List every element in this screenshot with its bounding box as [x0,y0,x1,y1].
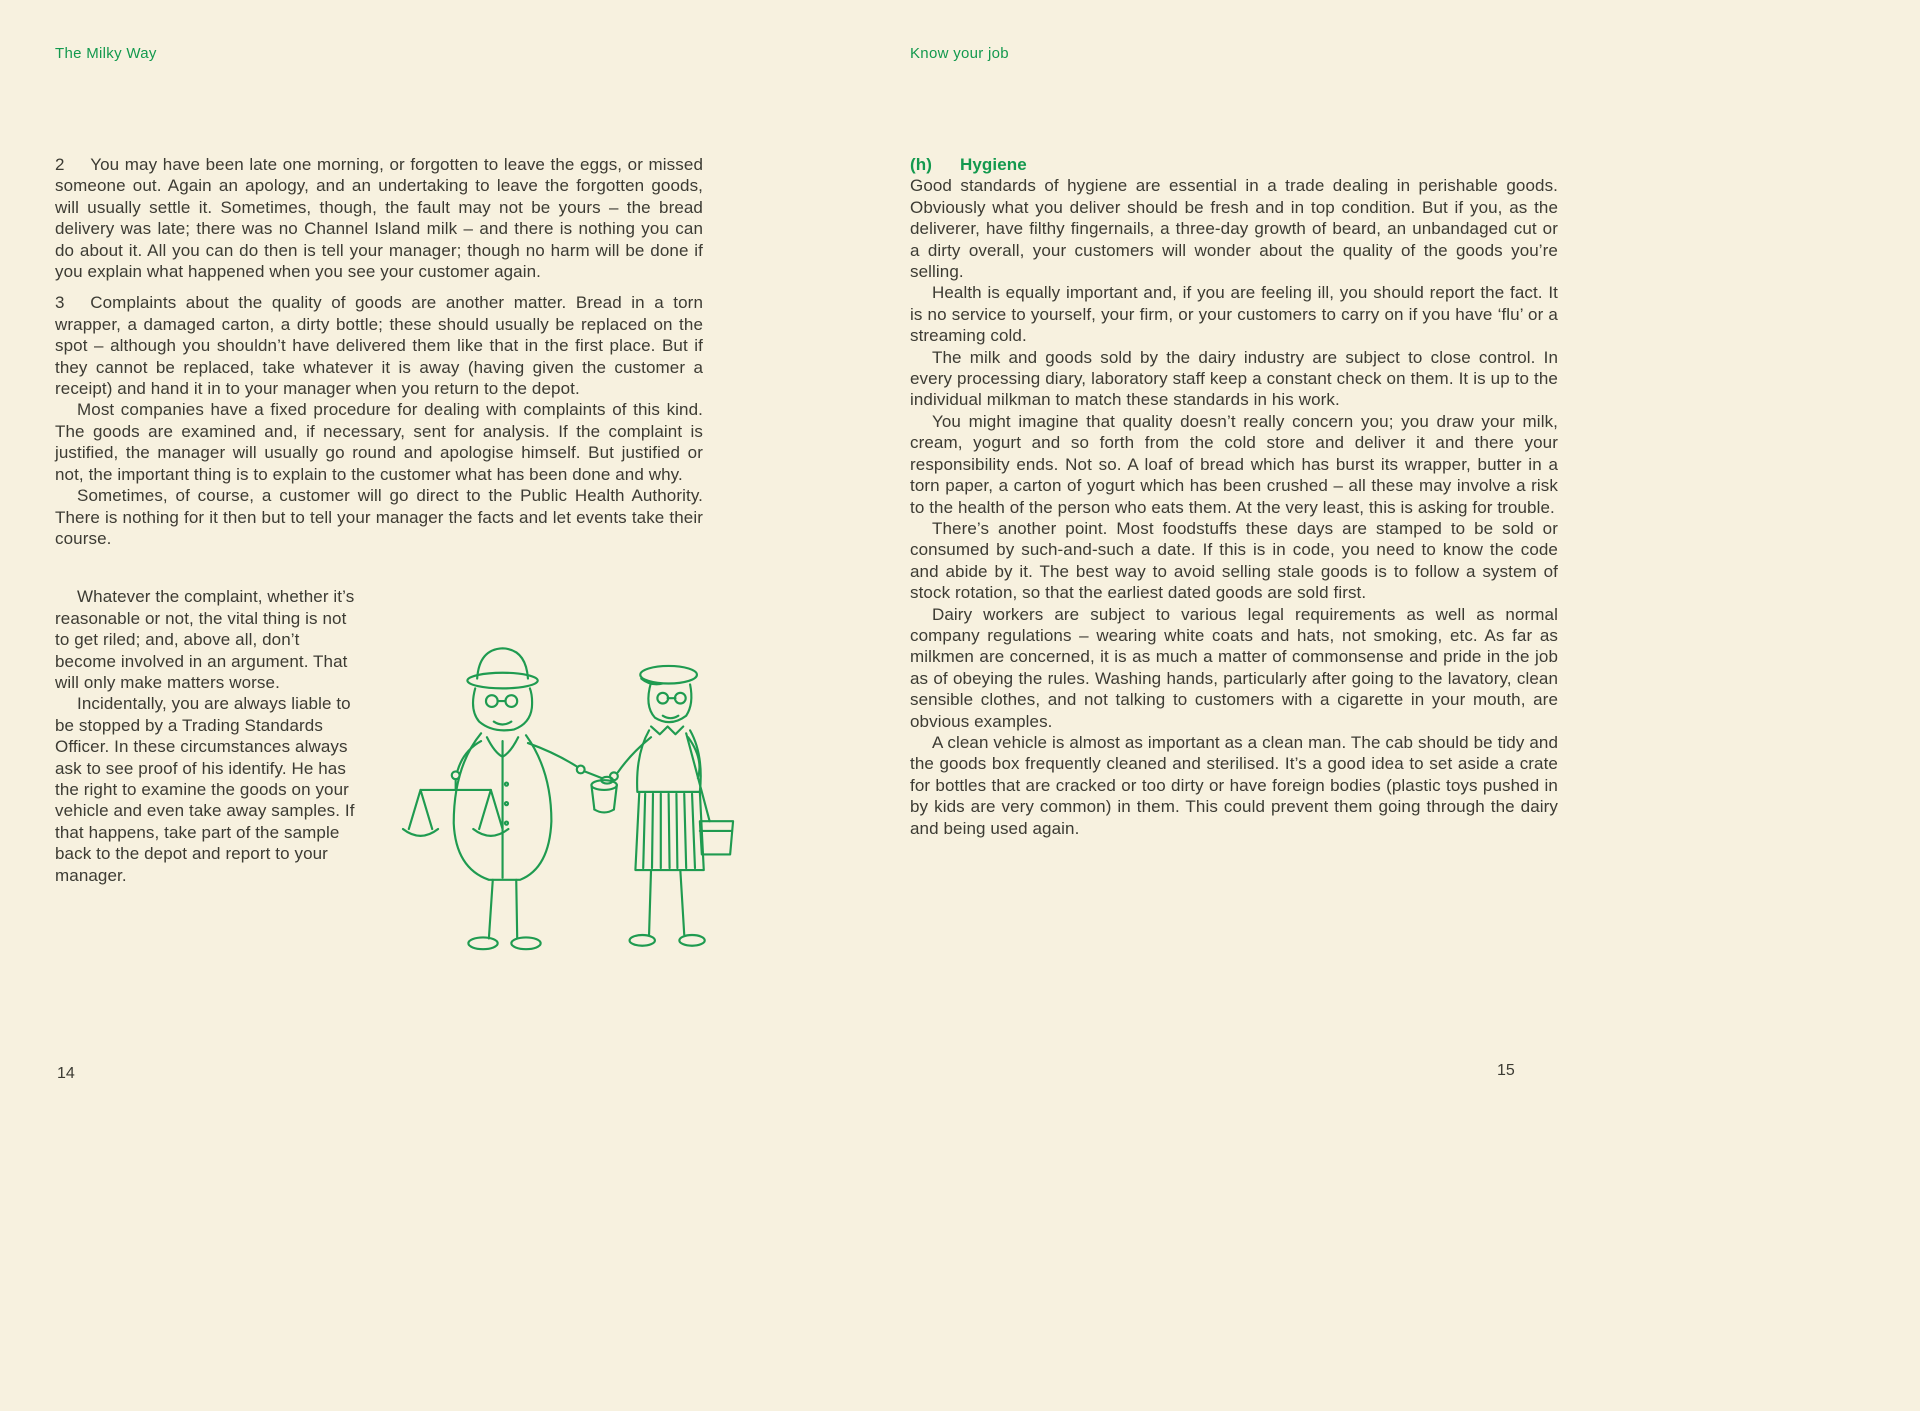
cartoon-svg [358,634,778,984]
page-left [55,45,703,984]
paragraph-public-health: Sometimes, of course, a customer will go direct to the Public Health Authority. There is nothing for it then but to tell your manager the facts and let events take their course. [55,486,703,548]
section-label: (h) [910,155,933,174]
paragraph-health: Health is equally important and, if you are feeling ill, you should report the fact. It is no service to yourself, your firm, or your customers to carry on if you have ‘flu’ or a streaming cold. [910,283,1558,346]
paragraph-numbered-3: 3 Complaints about the quality of goods are another matter. Bread in a torn wrapper, a damaged carton, a dirty bottle; these should usually be replaced on the spot – although you shouldn’t have delivered them like that in the first place. But if they cannot be replaced, take whatever it is away (having given the customer a receipt) and hand it in to your manager when you return to the depot. [55,293,703,399]
officer-weighing-sample-cartoon-illustration [358,634,778,984]
paragraph-hygiene-standards: Good standards of hygiene are essential in a trade dealing in perishable goods. Obviously what you deliver should be fresh and in top condition. But if you, as the deliverer, have filthy fingernails, a three-day growth of beard, an unbandaged cut or a dirty overall, your customers will wonder about the quality of the goods you’re selling. [910,176,1558,282]
paragraph-clean-vehicle: A clean vehicle is almost as important as a clean man. The cab should be tidy and the goods box frequently cleaned and sterilised. It’s a good idea to set aside a crate for bottles that are cracked or too dirty or have foreign bodies (plastic toys pushed in by kids are very common) in them. This could prevent them going through the dairy and being used again. [910,732,1558,838]
left-body-text [55,154,703,549]
paragraph-legal-requirements: Dairy workers are subject to various legal requirements as well as normal company regulations – wearing white coats and hats, not smoking, etc. As far as milkmen are concerned, it is as much a matter of commonsense and pride in the job as of obeying the rules. Washing hands, particularly after going to the lavatory, clean sensible clothes, and not talking to customers with a cigarette in your mouth, are obvious examples. [910,604,1558,731]
section-title: Hygiene [960,155,1027,174]
paragraph-close-control: The milk and goods sold by the dairy industry are subject to close control. In every processing diary, laboratory staff keep a constant check on them. It is up to the individual milkman to match these standards in his work. [910,347,1558,410]
paragraph-numbered-2: 2 You may have been late one morning, or forgotten to leave the eggs, or missed someone out. Again an apology, and an undertaking to leave the forgotten goods, will usually settle it. Sometimes, though, the fault may not be yours – the bread delivery was late; there was no Channel Island milk – and there is nothing you can do about it. All you can do then is tell your manager; though no harm will be done if you explain what happened when you see your customer again. [55,155,703,282]
page-right [910,45,1558,839]
paragraph-date-stamps: There’s another point. Most foodstuffs these days are stamped to be sold or consumed by such-and-such a date. If this is in code, you need to know the code and abide by it. The best way to avoid selling stale goods is to follow a system of stock rotation, so that the earliest dated goods are sold first. [910,518,1558,603]
paragraph-whatever-complaint: Whatever the complaint, whether it’s reasonable or not, the vital thing is not to get riled; and, above all, don’t become involved in an argument. That will only make matters worse. [55,587,355,692]
paragraph-quality-concern: You might imagine that quality doesn’t really concern you; you draw your milk, cream, yogurt and so forth from the cold store and deliver it and there your responsibility ends. Not so. A loaf of bread which has burst its wrapper, butter in a torn paper, a carton of yogurt which has been crushed – all these may involve a risk to the health of the person who eats them. At the very least, this is asking for trouble. [910,411,1558,517]
right-body-text [910,154,1558,839]
running-head-right: Know your job [910,45,1009,62]
paragraph-fixed-procedure: Most companies have a fixed procedure for dealing with complaints of this kind. The goods are examined and, if necessary, sent for analysis. If the complaint is justified, the manager will usually go round and apologise himself. But justified or not, the important thing is to explain to the customer what has been done and why. [55,400,703,484]
paragraph-trading-standards: Incidentally, you are always liable to be stopped by a Trading Standards Officer. In these circumstances always ask to see proof of his identify. He has the right to examine the goods on your vehicle and even take away samples. If that happens, take part of the sample back to the depot and report to your manager. [55,694,355,885]
running-head-left: The Milky Way [55,45,157,62]
narrow-text-column [55,586,358,886]
section-heading-hygiene [910,154,1558,175]
page-number-left: 14 [57,1065,75,1082]
page-number-right: 15 [1497,1062,1515,1079]
left-bottom-row [55,586,703,984]
